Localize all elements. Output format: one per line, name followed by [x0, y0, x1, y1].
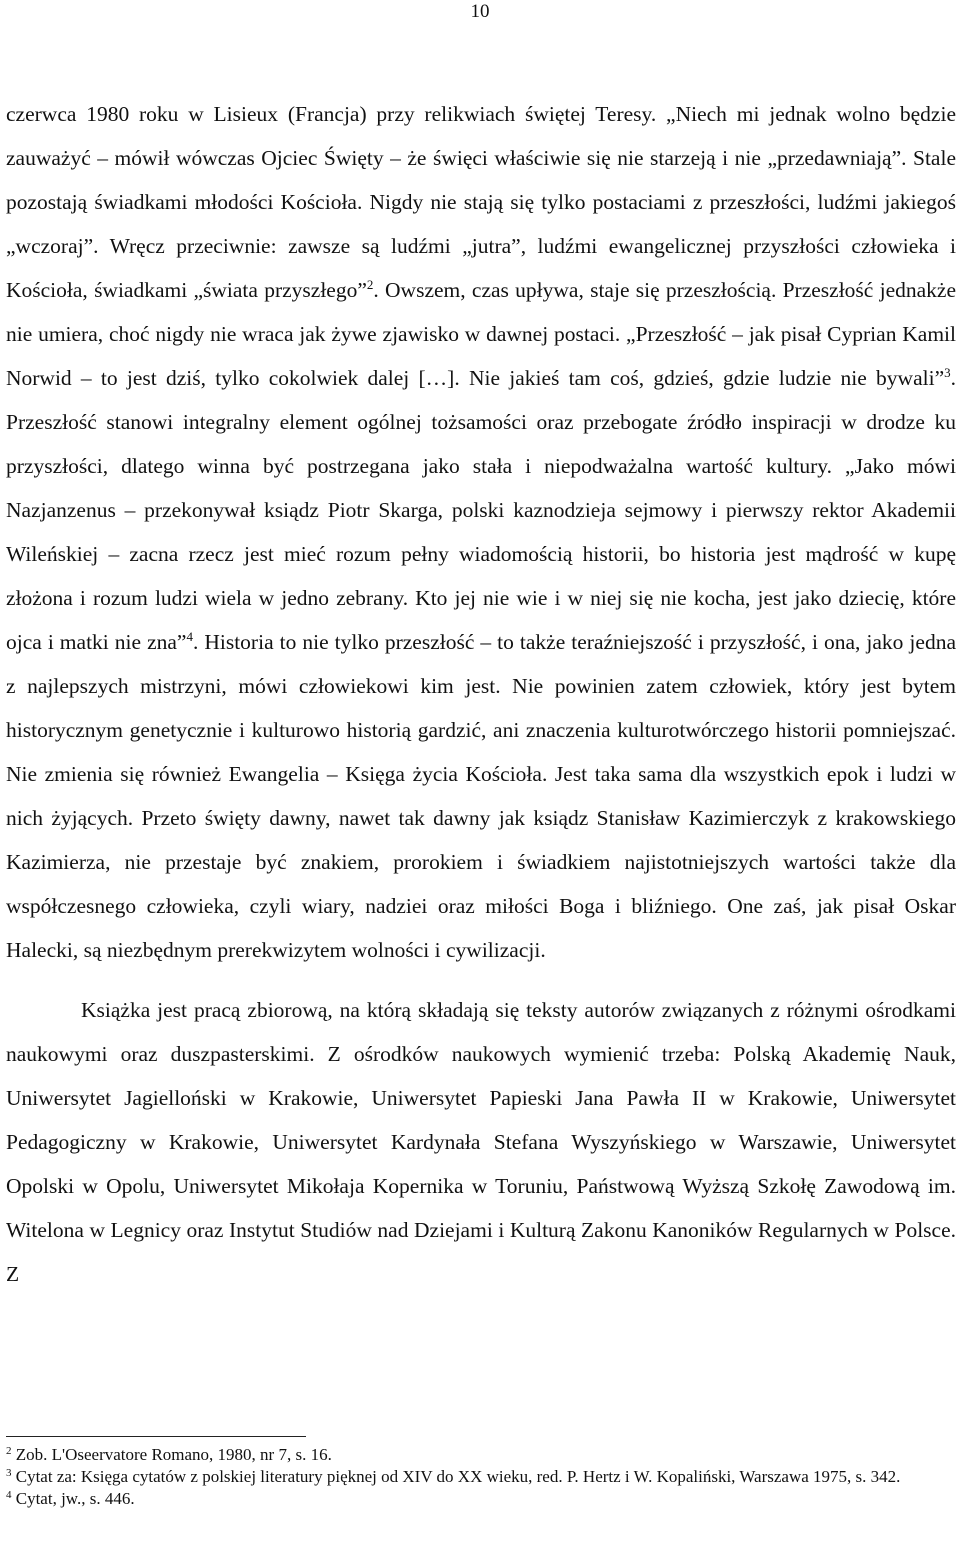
paragraph-text: . Historia to nie tylko przeszłość – to także teraźniejszość i przyszłość, i ona, jako jedna z najlepszych mistrzyni, mówi człowiekowi kim jest. Nie powinien zatem człowiek, który jest bytem historycznym genetycznie i kulturowo historią gardzić, ani znaczenia kulturotwórczego historii pomniejszać. Nie zmienia się również Ewangelia – Księga życia Kościoła. Jest taka sama dla wszystkich epok i ludzi w nich żyjących. Przeto święty dawny, nawet tak dawny jak ksiądz Stanisław Kazimierczyk z krakowskiego Kazimierza, nie przestaje być znakiem, prorokiem i świadkiem najistotniejszych wartości także dla współczesnego człowieka, czyli wiary, nadziei oraz miłości Boga i bliźniego. One zaś, jak pisał Oskar Halecki, są niezbędnym prerekwizytem wolności i cywilizacji.: [6, 630, 956, 962]
paragraph-text: . Przeszłość stanowi integralny element ogólnej tożsamości oraz przebogate źródło inspiracji w drodze ku przyszłości, dlatego winna być postrzegana jako stała i niepodważalna wartość kultury. „Jako mówi Nazjanzenus – przekonywał ksiądz Piotr Skarga, polski kaznodzieja sejmowy i pierwszy rektor Akademii Wileńskiej – zacna rzecz jest mieć rozum pełny wiadomością historii, bo historia jest mądrość w kupę złożona i rozum ludzi wiela w jedno zebrany. Kto jej nie wie i w niej się nie kocha, jest jako dziecię, które ojca i matki nie zna”: [6, 366, 956, 654]
paragraph-text: czerwca 1980 roku w Lisieux (Francja) przy relikwiach świętej Teresy. „Niech mi jednak wolno będzie zauważyć – mówił wówczas Ojciec Święty – że święci właściwie się nie starzeją i nie „przedawniają”. Stale pozostają świadkami młodości Kościoła. Nigdy nie stają się tylko postaciami z przeszłości, ludźmi jakiegoś „wczoraj”. Wręcz przeciwnie: zawsze są ludźmi „jutra”, ludźmi ewangelicznej przyszłości człowieka i Kościoła, świadkami „świata przyszłego”: [6, 102, 956, 302]
footnotes: [6, 1444, 956, 1510]
paragraph: [6, 92, 956, 972]
paragraph-text: . Owszem, czas upływa, staje się przeszłością. Przeszłość jednakże nie umiera, choć nigdy nie wraca jak żywe zjawisko w dawnej postaci. „Przeszłość – jak pisał Cyprian Kamil Norwid – to jest dziś, tylko cokolwiek dalej […]. Nie jakieś tam coś, gdzieś, gdzie ludzie nie bywali”: [6, 278, 956, 390]
footnote: [6, 1466, 956, 1488]
footnote-number: 2: [6, 1445, 12, 1457]
body-text: [6, 92, 956, 1296]
paragraph: Książka jest pracą zbiorową, na którą składają się teksty autorów związanych z różnymi ośrodkami naukowymi oraz duszpasterskimi. Z ośrodków naukowych wymienić trzeba: Polską Akademię Nauk, Uniwersytet Jagielloński w Krakowie, Uniwersytet Papieski Jana Pawła II w Krakowie, Uniwersytet Pedagogiczny w Krakowie, Uniwersytet Kardynała Stefana Wyszyńskiego w Warszawie, Uniwersytet Opolski w Opolu, Uniwersytet Mikołaja Kopernika w Toruniu, Państwową Wyższą Szkołę Zawodową im. Witelona w Legnicy oraz Instytut Studiów nad Dziejami i Kulturą Zakonu Kanoników Regularnych w Polsce. Z: [6, 998, 956, 1286]
footnote-separator: [6, 1436, 306, 1437]
page-number: 10: [470, 1, 490, 22]
footnote-ref: 3: [944, 365, 951, 380]
footnote: [6, 1444, 956, 1466]
footnote-number: 4: [6, 1489, 12, 1501]
footnote-text: Cytat za: Księga cytatów z polskiej literatury pięknej od XIV do XX wieku, red. P. Hertz i W. Kopaliński, Warszawa 1975, s. 342.: [15, 1467, 901, 1486]
footnote-text: Zob. L'Oseervatore Romano, 1980, nr 7, s. 16.: [15, 1445, 332, 1464]
footnote-ref: 2: [366, 277, 374, 292]
footnote-ref: 4: [186, 629, 193, 644]
footnote-number: 3: [6, 1467, 12, 1479]
footnote: [6, 1488, 956, 1510]
footnote-text: Cytat, jw., s. 446.: [15, 1489, 135, 1508]
